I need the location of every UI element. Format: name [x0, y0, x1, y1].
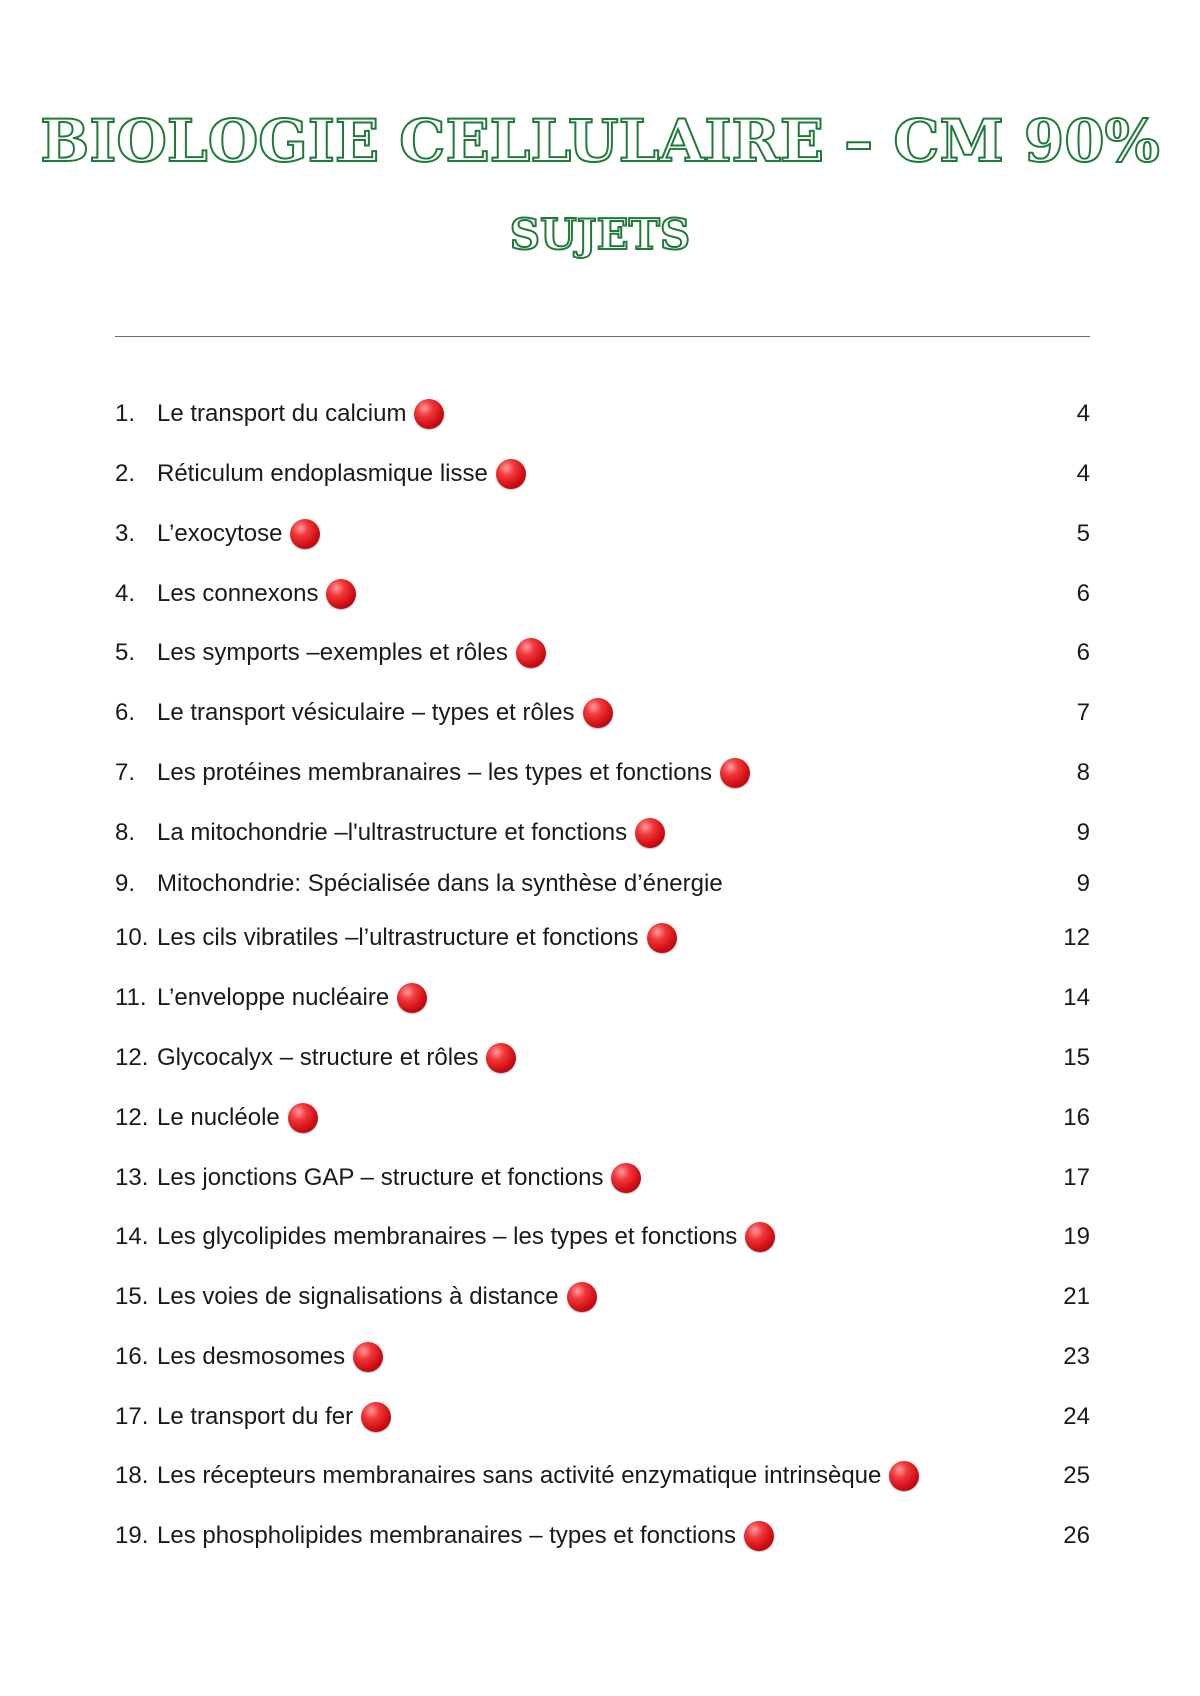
toc-entry-number: 12. — [115, 1104, 149, 1131]
red-circle-icon — [353, 1342, 383, 1372]
toc-entry-page-number: 24 — [1063, 1403, 1090, 1430]
document-title: BIOLOGIE CELLULAIRE – CM 90% — [40, 107, 1160, 175]
toc-entry-page-number: 6 — [1076, 639, 1090, 666]
toc-entry-page-number: 15 — [1063, 1044, 1090, 1071]
toc-entry-label-group — [157, 918, 677, 958]
toc-entry-page-number: 19 — [1063, 1223, 1090, 1250]
toc-entry-label-group — [157, 753, 750, 793]
toc-entry-label: Le transport du fer — [157, 1403, 354, 1430]
toc-entry-number: 2. — [115, 460, 136, 487]
toc-entry-number: 12. — [115, 1044, 149, 1071]
toc-entry-label-group — [157, 1456, 919, 1496]
toc-entry[interactable] — [115, 1516, 1090, 1556]
toc-entry-number: 4. — [115, 580, 136, 607]
toc-entry-number: 11. — [115, 984, 147, 1011]
toc-entry-number: 18. — [115, 1462, 149, 1489]
toc-entry-page-number: 12 — [1063, 924, 1090, 951]
toc-entry-label-group — [157, 633, 546, 673]
toc-entry-label: Le transport du calcium — [157, 400, 407, 427]
red-circle-icon — [516, 638, 546, 668]
toc-entry-label: Les desmosomes — [157, 1343, 346, 1370]
red-circle-icon — [720, 758, 750, 788]
toc-entry-label-group — [157, 454, 526, 494]
toc-entry-label: Les voies de signalisations à distance — [157, 1283, 559, 1310]
toc-entry-number: 7. — [115, 759, 136, 786]
toc-entry-page-number: 9 — [1076, 819, 1090, 846]
toc-entry[interactable] — [115, 1098, 1090, 1138]
toc-entry-label: La mitochondrie –l'ultrastructure et fonctions — [157, 819, 628, 846]
toc-entry[interactable] — [115, 1038, 1090, 1078]
toc-entry-page-number: 9 — [1076, 870, 1090, 897]
toc-entry-label-group — [157, 1038, 516, 1078]
toc-entry-label-group — [157, 978, 427, 1018]
red-circle-icon — [496, 459, 526, 489]
toc-entry-label: L’enveloppe nucléaire — [157, 984, 390, 1011]
toc-entry-page-number: 21 — [1063, 1283, 1090, 1310]
toc-entry[interactable] — [115, 918, 1090, 958]
red-circle-icon — [397, 983, 427, 1013]
toc-entry-label: Les phospholipides membranaires – types et fonctions — [157, 1522, 736, 1549]
toc-entry-label-group — [157, 514, 320, 554]
toc-entry-label-group — [157, 1397, 391, 1437]
toc-entry-number: 6. — [115, 699, 136, 726]
toc-entry[interactable] — [115, 813, 1090, 853]
toc-entry[interactable] — [115, 753, 1090, 793]
toc-entry[interactable] — [115, 978, 1090, 1018]
toc-entry-label-group — [157, 574, 356, 614]
toc-entry-label: Mitochondrie: Spécialisée dans la synthèse d’énergie — [157, 870, 723, 897]
toc-entry-label-group — [157, 394, 444, 434]
toc-entry-label: Les symports –exemples et rôles — [157, 639, 508, 666]
toc-entry[interactable] — [115, 633, 1090, 673]
red-circle-icon — [326, 579, 356, 609]
toc-entry[interactable] — [115, 1277, 1090, 1317]
toc-entry-page-number: 23 — [1063, 1343, 1090, 1370]
red-circle-icon — [611, 1163, 641, 1193]
toc-entry[interactable] — [115, 1158, 1090, 1198]
red-circle-icon — [745, 1222, 775, 1252]
toc-entry-number: 8. — [115, 819, 136, 846]
toc-entry-label: Le transport vésiculaire – types et rôles — [157, 699, 575, 726]
toc-entry-number: 1. — [115, 400, 136, 427]
toc-entry-label-group — [157, 1217, 775, 1257]
toc-entry-number: 15. — [115, 1283, 149, 1310]
toc-entry-label-group — [157, 1158, 641, 1198]
red-circle-icon — [361, 1402, 391, 1432]
toc-entry[interactable] — [115, 864, 1090, 904]
toc-entry-page-number: 26 — [1063, 1522, 1090, 1549]
toc-entry[interactable] — [115, 514, 1090, 554]
toc-entry-label: Glycocalyx – structure et rôles — [157, 1044, 479, 1071]
toc-entry-page-number: 8 — [1076, 759, 1090, 786]
toc-entry-number: 13. — [115, 1164, 149, 1191]
toc-entry-number: 9. — [115, 870, 136, 897]
toc-entry[interactable] — [115, 1397, 1090, 1437]
red-circle-icon — [647, 923, 677, 953]
red-circle-icon — [635, 818, 665, 848]
toc-entry-number: 17. — [115, 1403, 149, 1430]
toc-entry[interactable] — [115, 1217, 1090, 1257]
toc-entry-page-number: 16 — [1063, 1104, 1090, 1131]
toc-entry-page-number: 6 — [1076, 580, 1090, 607]
toc-entry-label-group — [157, 864, 723, 904]
toc-entry[interactable] — [115, 1456, 1090, 1496]
toc-entry-label-group — [157, 1098, 318, 1138]
toc-entry-number: 10. — [115, 924, 149, 951]
toc-entry-label-group — [157, 1277, 597, 1317]
toc-entry-page-number: 17 — [1063, 1164, 1090, 1191]
toc-entry[interactable] — [115, 1337, 1090, 1377]
toc-entry-label-group — [157, 813, 665, 853]
toc-entry-label: Le nucléole — [157, 1104, 280, 1131]
toc-entry-label: Les cils vibratiles –l’ultrastructure et fonctions — [157, 924, 639, 951]
red-circle-icon — [288, 1103, 318, 1133]
red-circle-icon — [414, 399, 444, 429]
toc-entry-label: Les jonctions GAP – structure et fonctions — [157, 1164, 604, 1191]
toc-entry-label: Les protéines membranaires – les types et fonctions — [157, 759, 712, 786]
toc-entry[interactable] — [115, 454, 1090, 494]
toc-entry-label-group — [157, 693, 613, 733]
toc-entry-number: 16. — [115, 1343, 149, 1370]
toc-entry-label: Les récepteurs membranaires sans activité enzymatique intrinsèque — [157, 1462, 882, 1489]
red-circle-icon — [744, 1521, 774, 1551]
toc-entry-page-number: 7 — [1076, 699, 1090, 726]
toc-entry-label: Les connexons — [157, 580, 319, 607]
toc-entry-page-number: 25 — [1063, 1462, 1090, 1489]
toc-entry-label: L’exocytose — [157, 520, 283, 547]
toc-entry-label: Les glycolipides membranaires – les types et fonctions — [157, 1223, 738, 1250]
toc-entry-page-number: 5 — [1076, 520, 1090, 547]
toc-entry[interactable] — [115, 394, 1090, 434]
toc-entry[interactable] — [115, 574, 1090, 614]
toc-entry-label-group — [157, 1516, 774, 1556]
red-circle-icon — [290, 519, 320, 549]
toc-entry-label-group — [157, 1337, 383, 1377]
toc-entry-page-number: 14 — [1063, 984, 1090, 1011]
document-subtitle: SUJETS — [509, 210, 691, 259]
toc-entry-number: 19. — [115, 1522, 149, 1549]
red-circle-icon — [583, 698, 613, 728]
toc-entry-label: Réticulum endoplasmique lisse — [157, 460, 488, 487]
toc-entry[interactable] — [115, 693, 1090, 733]
toc-entry-number: 3. — [115, 520, 136, 547]
toc-entry-page-number: 4 — [1076, 400, 1090, 427]
red-circle-icon — [567, 1282, 597, 1312]
toc-entry-page-number: 4 — [1076, 460, 1090, 487]
toc-entry-number: 14. — [115, 1223, 149, 1250]
red-circle-icon — [889, 1461, 919, 1491]
toc-entry-number: 5. — [115, 639, 136, 666]
red-circle-icon — [486, 1043, 516, 1073]
